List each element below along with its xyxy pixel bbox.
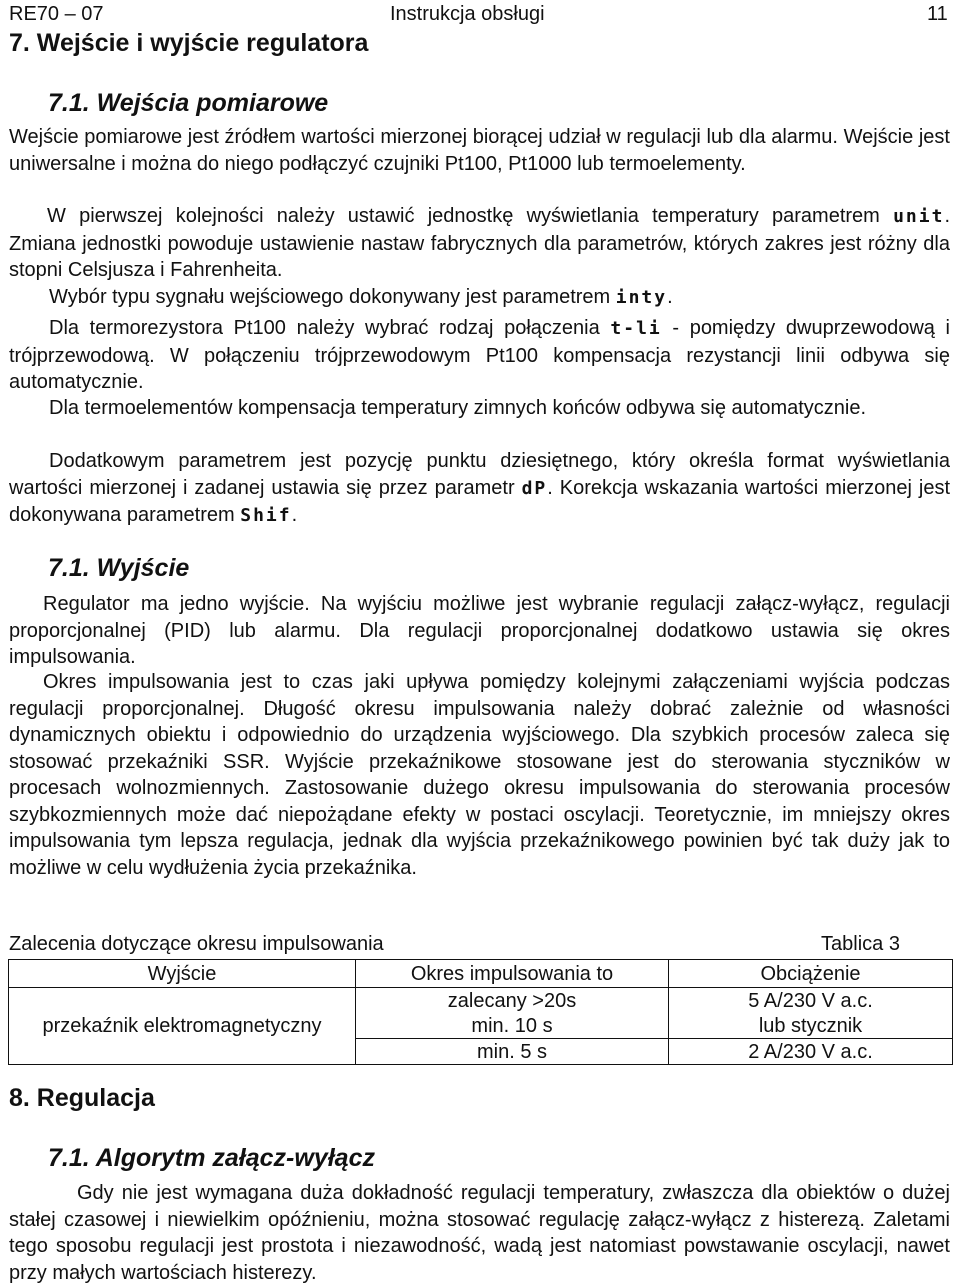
paragraph-thermocouples: Dla termoelementów kompensacja temperatury zimnych końców odbywa się automatycznie. (49, 397, 867, 419)
text: . (291, 504, 298, 526)
table-row (9, 988, 953, 1014)
table-label: Tablica 3 (821, 933, 900, 955)
text: Dla termorezystora Pt100 należy wybrać rodzaj połączenia (49, 317, 611, 339)
paragraph-pulse-period: Okres impulsowania jest to czas jaki upływa pomiędzy kolejnymi załączeniami wyjścia podczas regulacji proporcjonalnej. Długość okresu impulsowania należy dobrać zależnie od własności dynamicznych obiektu i odpowiednio do urządzenia wyjściowego. Dla szybkich procesów zaleca się stosować przekaźniki SSR. Wyjście przekaźnikowe stosowane jest do sterowania styczników w procesach wolnozmiennych. Zastosowanie dużego okresu impulsowania do sterowania procesów szybkozmiennych może dać niepożądane efekty w postaci oscylacji. Teoretycznie, im mniejszy okres impulsowania tym lepsza regulacja, jednak dla wyjścia przekaźnikowego powinien być tak duży jak to możliwe w celu wydłużenia życia przekaźnika. (9, 671, 950, 879)
text: . Korekcja wskazania wartości mierzonej jest dokonywana parametrem (9, 476, 950, 526)
text: - pomiędzy dwuprzewodową i trójprzewodową. W połączeniu trójprzewodowym Pt100 kompensacja rezystancji linii odbywa się automatycznie. (9, 317, 950, 393)
table-header-cell: Obciążenie (669, 960, 953, 988)
page-number: 11 (927, 3, 948, 25)
table-cell-load: 2 A/230 V a.c. (669, 1039, 953, 1065)
section-8-heading: 8. Regulacja (9, 1084, 155, 1112)
table-header-cell: Okres impulsowania to (356, 960, 669, 988)
text: . (667, 286, 673, 308)
param-tli-code: t-li (610, 318, 662, 339)
paragraph-output: Regulator ma jedno wyjście. Na wyjściu możliwe jest wybranie regulacji załącz-wyłącz, regulacji proporcjonalnej (PID) lub alarmu. Dla regulacji proporcjonalnej dodatkowo ustawia się okres impulsowania. (9, 593, 950, 668)
paragraph-measuring-input: Wejście pomiarowe jest źródłem wartości mierzonej biorącej udział w regulacji lub dla alarmu. Wejście jest uniwersalne i można do niego podłączyć czujniki Pt100, Pt1000 lub termoelementy. (9, 126, 950, 175)
section-onoff-heading: 7.1. Algorytm załącz-wyłącz (48, 1144, 375, 1172)
table-cell-load: 5 A/230 V a.c. (669, 988, 953, 1014)
pulse-period-table (8, 959, 953, 1065)
table-cell-period: min. 5 s (356, 1039, 669, 1065)
table-header-cell: Wyjście (9, 960, 356, 988)
param-inty-code: inty (615, 287, 668, 308)
param-shif-code: Shif (240, 505, 292, 526)
section-7-1-heading: 7.1. Wejścia pomiarowe (48, 89, 329, 117)
text: Dodatkowym parametrem jest pozycję punktu dziesiętnego, który określa format wyświetlania wartości mierzonej i zadanej ustawia się przez parametr (9, 450, 950, 499)
paragraph-input-type (9, 284, 950, 312)
table-cell-period: min. 10 s (356, 1013, 669, 1039)
param-unit-code: unit (893, 206, 945, 227)
table-cell-period: zalecany >20s (356, 988, 669, 1014)
param-dp-code: dP (521, 477, 548, 499)
paragraph-decimal-point (9, 448, 950, 530)
table-header-row (9, 960, 953, 988)
table-cell-output: przekaźnik elektromagnetyczny (9, 988, 356, 1065)
section-7-heading: 7. Wejście i wyjście regulatora (9, 29, 369, 57)
header-model: RE70 – 07 (9, 3, 104, 25)
table-caption: Zalecenia dotyczące okresu impulsowania (9, 933, 384, 955)
table-cell-load: lub stycznik (669, 1013, 953, 1039)
text: Wybór typu sygnału wejściowego dokonywany jest parametrem (49, 286, 616, 308)
text: . Zmiana jednostki powoduje ustawienie nastaw fabrycznych dla parametrów, których zakres jest różny dla stopni Celsjusza i Fahrenheita. (9, 205, 950, 281)
header-title: Instrukcja obsługi (390, 3, 545, 25)
paragraph-unit (9, 203, 950, 284)
paragraph-onoff: Gdy nie jest wymagana duża dokładność regulacji temperatury, zwłaszcza dla obiektów o dużej stałej czasowej i niewielkim opóźnieniu, można stosować regulację załącz-wyłącz z histerezą. Zaletami tego sposobu regulacji jest prostota i niezawodność, wadą jest natomiast powstawanie oscylacji, nawet przy małych wartościach histerezy. (9, 1182, 950, 1284)
paragraph-pt100 (9, 315, 950, 396)
text: W pierwszej kolejności należy ustawić jednostkę wyświetlania temperatury parametrem (47, 205, 894, 227)
section-output-heading: 7.1. Wyjście (48, 554, 190, 582)
